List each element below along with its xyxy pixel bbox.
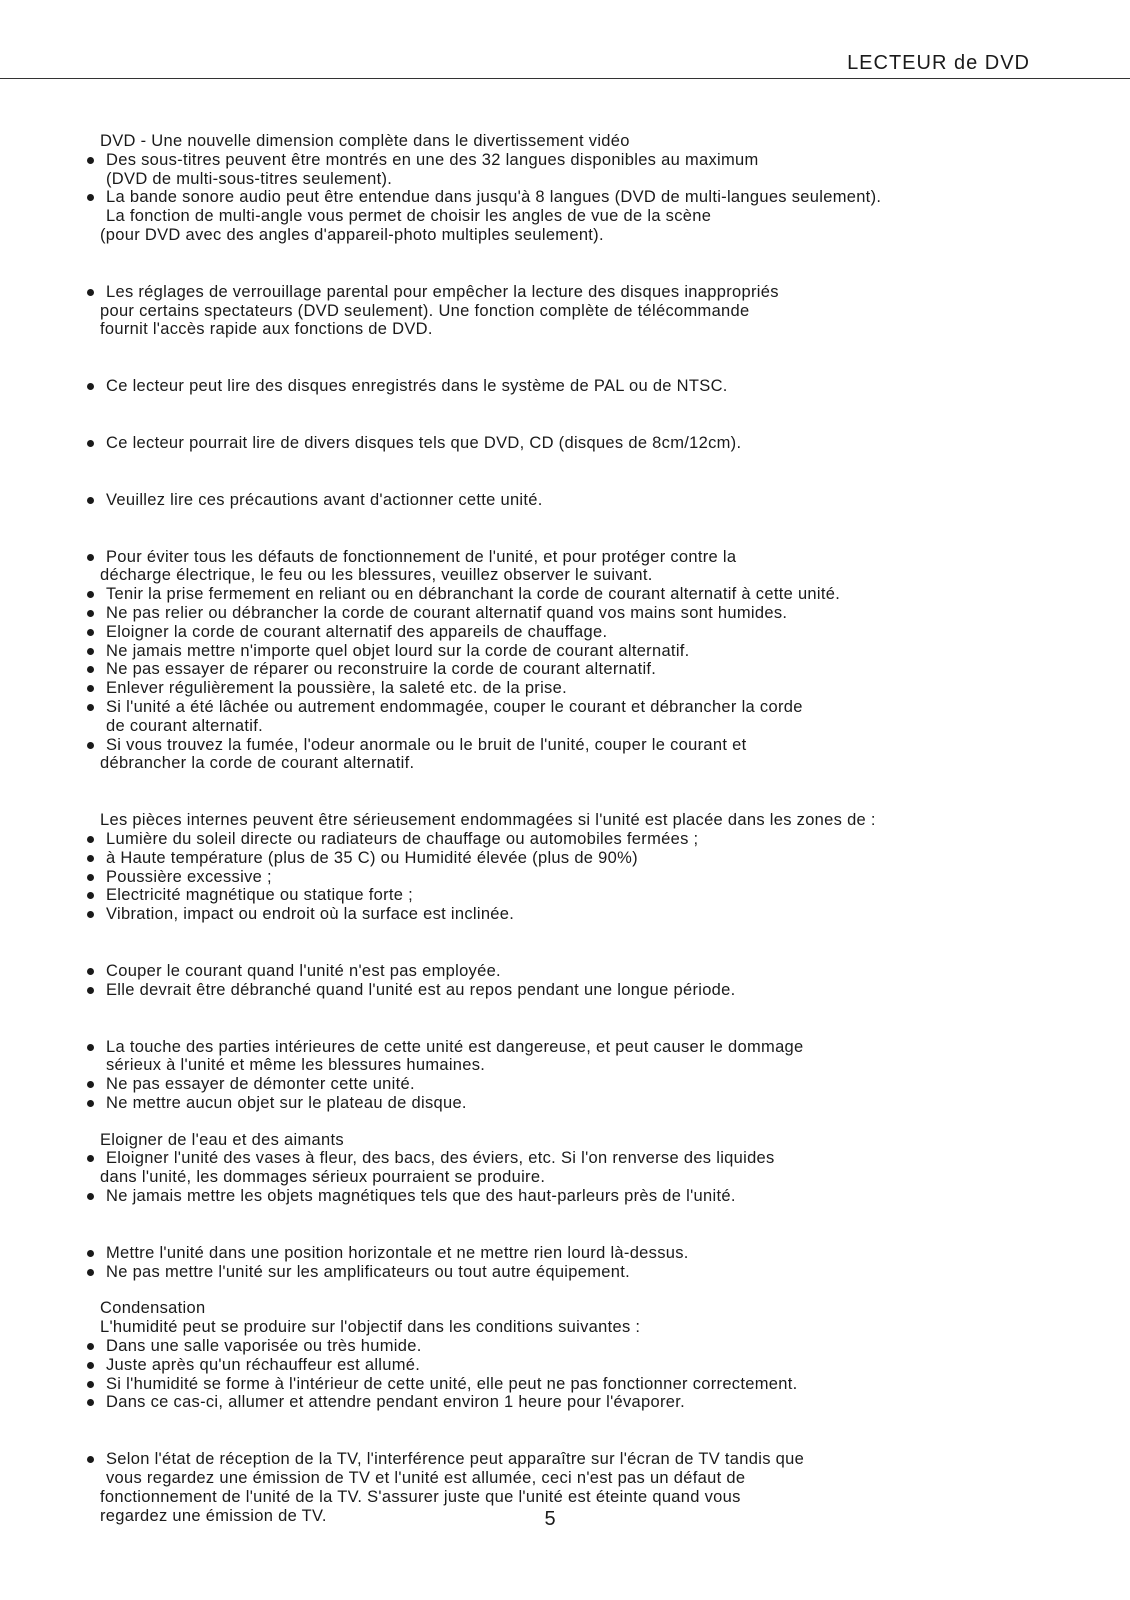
text-line: de courant alternatif. <box>106 716 264 735</box>
bullet-item: Ne pas relier ou débrancher la corde de courant alternatif quand vos mains sont humides. <box>100 604 1060 623</box>
text-line: regardez une émission de TV. <box>100 1506 327 1525</box>
document-body <box>100 132 1060 1525</box>
bullet-item: Mettre l'unité dans une position horizontale et ne mettre rien lourd là-dessus. <box>100 1244 1060 1263</box>
bullet-item: Ce lecteur peut lire des disques enregistrés dans le système de PAL ou de NTSC. <box>100 377 1060 396</box>
page-header-title: LECTEUR de DVD <box>847 52 1030 74</box>
text-line: décharge électrique, le feu ou les blessures, veuillez observer le suivant. <box>100 566 653 585</box>
bullet-item: Les réglages de verrouillage parental pour empêcher la lecture des disques inappropriés <box>100 283 1060 302</box>
bullet-item: Poussière excessive ; <box>100 868 1060 887</box>
bullet-item: Couper le courant quand l'unité n'est pas employée. <box>100 962 1060 981</box>
spacer <box>100 1206 1060 1244</box>
bullet-item: Ne jamais mettre n'importe quel objet lourd sur la corde de courant alternatif. <box>100 642 1060 661</box>
bullet-item: Pour éviter tous les défauts de fonctionnement de l'unité, et pour protéger contre la <box>100 548 1060 567</box>
bullet-item: Eloigner la corde de courant alternatif des appareils de chauffage. <box>100 623 1060 642</box>
spacer <box>100 339 1060 377</box>
bullet-item: Enlever régulièrement la poussière, la saleté etc. de la prise. <box>100 679 1060 698</box>
text-line: pour certains spectateurs (DVD seulement). Une fonction complète de télécommande <box>100 301 750 320</box>
spacer <box>100 924 1060 962</box>
bullet-item: Si l'humidité se forme à l'intérieur de cette unité, elle peut ne pas fonctionner correctement. <box>100 1375 1060 1394</box>
text-line: (DVD de multi-sous-titres seulement). <box>106 169 393 188</box>
text-line: fonctionnement de l'unité de la TV. S'assurer juste que l'unité est éteinte quand vous <box>100 1487 741 1506</box>
bullet-item: à Haute température (plus de 35 C) ou Humidité élevée (plus de 90%) <box>100 849 1060 868</box>
text-line: Eloigner de l'eau et des aimants <box>100 1130 344 1149</box>
spacer <box>100 1000 1060 1038</box>
text-line: DVD - Une nouvelle dimension complète dans le divertissement vidéo <box>100 132 630 150</box>
bullet-item: Si vous trouvez la fumée, l'odeur anormale ou le bruit de l'unité, couper le courant et <box>100 736 1060 755</box>
bullet-item: Ne jamais mettre les objets magnétiques tels que des haut-parleurs près de l'unité. <box>100 1187 1060 1206</box>
text-line: sérieux à l'unité et même les blessures humaines. <box>106 1056 486 1075</box>
bullet-item: Lumière du soleil directe ou radiateurs de chauffage ou automobiles fermées ; <box>100 830 1060 849</box>
header-divider <box>0 78 1130 79</box>
bullet-item: Si l'unité a été lâchée ou autrement endommagée, couper le courant et débrancher la corde <box>100 698 1060 717</box>
text-line: vous regardez une émission de TV et l'unité est allumée, ceci n'est pas un défaut de <box>106 1469 746 1488</box>
text-line: La fonction de multi-angle vous permet de choisir les angles de vue de la scène <box>106 207 712 226</box>
bullet-item: Dans ce cas-ci, allumer et attendre pendant environ 1 heure pour l'évaporer. <box>100 1393 1060 1412</box>
bullet-item: Ne pas mettre l'unité sur les amplificateurs ou tout autre équipement. <box>100 1263 1060 1282</box>
text-line: Les pièces internes peuvent être sérieusement endommagées si l'unité est placée dans les zones de : <box>100 811 876 830</box>
bullet-item: Ne mettre aucun objet sur le plateau de disque. <box>100 1094 1060 1113</box>
bullet-item: Tenir la prise fermement en reliant ou en débranchant la corde de courant alternatif à cette unité. <box>100 585 1060 604</box>
spacer <box>100 453 1060 491</box>
text-line: dans l'unité, les dommages sérieux pourraient se produire. <box>100 1168 546 1187</box>
bullet-item: Des sous-titres peuvent être montrés en une des 32 langues disponibles au maximum <box>100 151 1060 170</box>
bullet-item: Ne pas essayer de démonter cette unité. <box>100 1075 1060 1094</box>
spacer <box>100 510 1060 548</box>
spacer <box>100 245 1060 283</box>
text-line: L'humidité peut se produire sur l'objectif dans les conditions suivantes : <box>100 1318 641 1337</box>
bullet-item: Selon l'état de réception de la TV, l'interférence peut apparaître sur l'écran de TV tandis que <box>100 1450 1060 1469</box>
spacer <box>100 396 1060 434</box>
bullet-item: Electricité magnétique ou statique forte ; <box>100 886 1060 905</box>
bullet-item: Ne pas essayer de réparer ou reconstruire la corde de courant alternatif. <box>100 660 1060 679</box>
text-line: Condensation <box>100 1299 206 1318</box>
spacer <box>100 1412 1060 1450</box>
page-number: 5 <box>544 1508 556 1530</box>
bullet-item: Veuillez lire ces précautions avant d'actionner cette unité. <box>100 491 1060 510</box>
bullet-item: La touche des parties intérieures de cette unité est dangereuse, et peut causer le dommage <box>100 1038 1060 1057</box>
bullet-item: Elle devrait être débranché quand l'unité est au repos pendant une longue période. <box>100 981 1060 1000</box>
text-line: (pour DVD avec des angles d'appareil-photo multiples seulement). <box>100 225 604 244</box>
spacer <box>100 1281 1060 1299</box>
text-line: débrancher la corde de courant alternatif. <box>100 754 415 773</box>
bullet-item: Juste après qu'un réchauffeur est allumé. <box>100 1356 1060 1375</box>
text-line: fournit l'accès rapide aux fonctions de DVD. <box>100 320 433 339</box>
spacer <box>100 773 1060 811</box>
bullet-item: Ce lecteur pourrait lire de divers disques tels que DVD, CD (disques de 8cm/12cm). <box>100 434 1060 453</box>
bullet-item: Eloigner l'unité des vases à fleur, des bacs, des éviers, etc. Si l'on renverse des liquides <box>100 1149 1060 1168</box>
bullet-item: Vibration, impact ou endroit où la surface est inclinée. <box>100 905 1060 924</box>
bullet-item: La bande sonore audio peut être entendue dans jusqu'à 8 langues (DVD de multi-langues seulement). <box>100 188 1060 207</box>
spacer <box>100 1113 1060 1131</box>
bullet-item: Dans une salle vaporisée ou très humide. <box>100 1337 1060 1356</box>
